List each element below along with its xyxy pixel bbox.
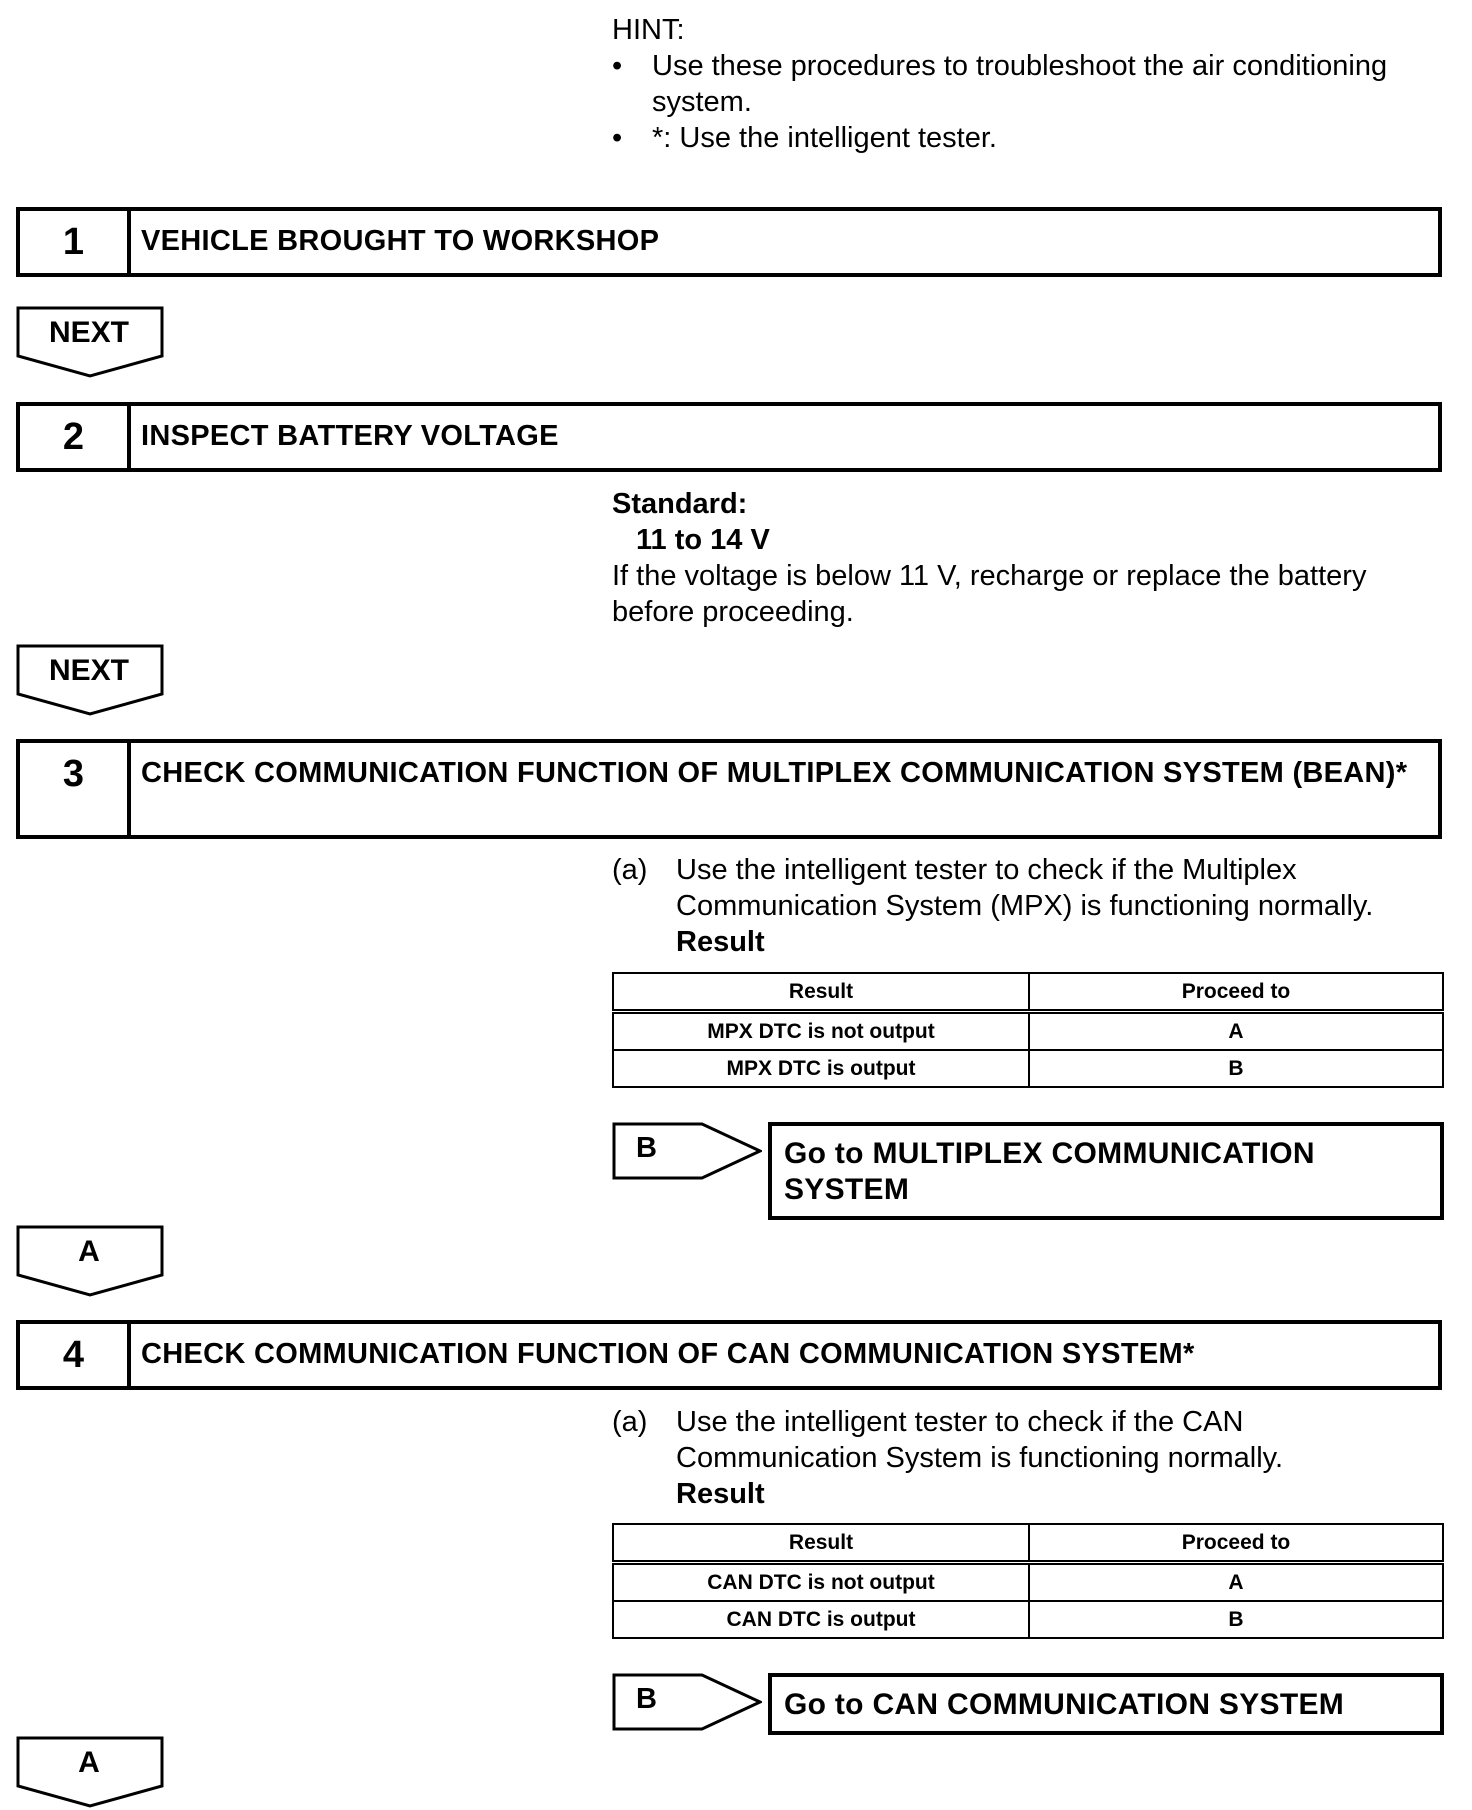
a-arrow <box>16 1736 164 1808</box>
result-table-can <box>612 1523 1444 1639</box>
step-4-content <box>612 1404 1452 1512</box>
sub-item-text: Use the intelligent tester to check if the Multiplex Communication System (MPX) is functioning normally. <box>676 854 1374 922</box>
step-3-content <box>612 852 1452 960</box>
step-title: VEHICLE BROUGHT TO WORKSHOP <box>141 225 660 257</box>
table-row <box>613 1563 1443 1602</box>
goto-text: Go to MULTIPLEX COMMUNICATION SYSTEM <box>784 1137 1315 1206</box>
hint-item <box>612 48 1462 120</box>
sub-item <box>612 852 1452 960</box>
goto-can-box <box>768 1673 1444 1735</box>
standard-value: 11 to 14 V <box>636 524 770 556</box>
hint-item-text: Use these procedures to troubleshoot the air conditioning system. <box>652 50 1388 118</box>
next-arrow <box>16 306 164 378</box>
step-title: CHECK COMMUNICATION FUNCTION OF MULTIPLEX COMMUNICATION SYSTEM (BEAN)* <box>141 757 1408 789</box>
table-header: Result <box>613 973 1029 1012</box>
table-cell: B <box>1029 1050 1443 1087</box>
arrow-label: NEXT <box>48 654 129 687</box>
bullet: • <box>612 122 623 154</box>
step-1-box <box>16 207 1442 277</box>
goto-multiplex-box <box>768 1122 1444 1220</box>
sub-item-text: Use the intelligent tester to check if the CAN Communication System is functioning normally. <box>676 1406 1284 1474</box>
branch-b-arrow <box>612 1673 762 1731</box>
sub-item <box>612 1404 1452 1512</box>
arrow-label: A <box>78 1235 100 1268</box>
branch-label: B <box>636 1683 657 1715</box>
step-3-box <box>16 739 1442 839</box>
step-2-box <box>16 402 1442 472</box>
arrow-label: NEXT <box>48 316 129 349</box>
step-number: 3 <box>20 743 131 835</box>
table-header: Proceed to <box>1029 973 1443 1012</box>
table-cell: CAN DTC is not output <box>613 1563 1029 1602</box>
table-row <box>613 1601 1443 1638</box>
step-title: CHECK COMMUNICATION FUNCTION OF CAN COMMUNICATION SYSTEM* <box>141 1338 1195 1370</box>
table-header: Proceed to <box>1029 1524 1443 1563</box>
goto-text: Go to CAN COMMUNICATION SYSTEM <box>784 1688 1345 1721</box>
step-number: 2 <box>20 406 131 468</box>
table-cell: A <box>1029 1563 1443 1602</box>
step-number: 1 <box>20 211 131 273</box>
table-cell: CAN DTC is output <box>613 1601 1029 1638</box>
a-arrow <box>16 1225 164 1297</box>
step-2-content <box>612 486 1452 630</box>
arrow-label: A <box>78 1746 100 1779</box>
right-arrow-icon <box>612 1122 762 1180</box>
table-row <box>613 1012 1443 1051</box>
hint-item <box>612 120 1462 156</box>
table-cell: MPX DTC is output <box>613 1050 1029 1087</box>
branch-label: B <box>636 1132 657 1164</box>
result-label: Result <box>676 1478 765 1510</box>
hint-section <box>612 12 1462 156</box>
step-title: INSPECT BATTERY VOLTAGE <box>141 420 559 452</box>
step-number: 4 <box>20 1324 131 1386</box>
table-cell: A <box>1029 1012 1443 1051</box>
branch-b-arrow <box>612 1122 762 1180</box>
bullet: • <box>612 50 623 82</box>
table-header-row <box>613 973 1443 1012</box>
table-header-row <box>613 1524 1443 1563</box>
right-arrow-icon <box>612 1673 762 1731</box>
next-arrow <box>16 644 164 716</box>
standard-label: Standard: <box>612 488 748 520</box>
result-label: Result <box>676 926 765 958</box>
table-row <box>613 1050 1443 1087</box>
hint-label: HINT: <box>612 14 685 46</box>
sub-item-label: (a) <box>612 1406 648 1438</box>
table-cell: MPX DTC is not output <box>613 1012 1029 1051</box>
result-table-mpx <box>612 972 1444 1088</box>
table-cell: B <box>1029 1601 1443 1638</box>
step-4-box <box>16 1320 1442 1390</box>
hint-item-text: *: Use the intelligent tester. <box>652 122 997 154</box>
table-header: Result <box>613 1524 1029 1563</box>
battery-note: If the voltage is below 11 V, recharge or replace the battery before proceeding. <box>612 560 1367 628</box>
sub-item-label: (a) <box>612 854 648 886</box>
